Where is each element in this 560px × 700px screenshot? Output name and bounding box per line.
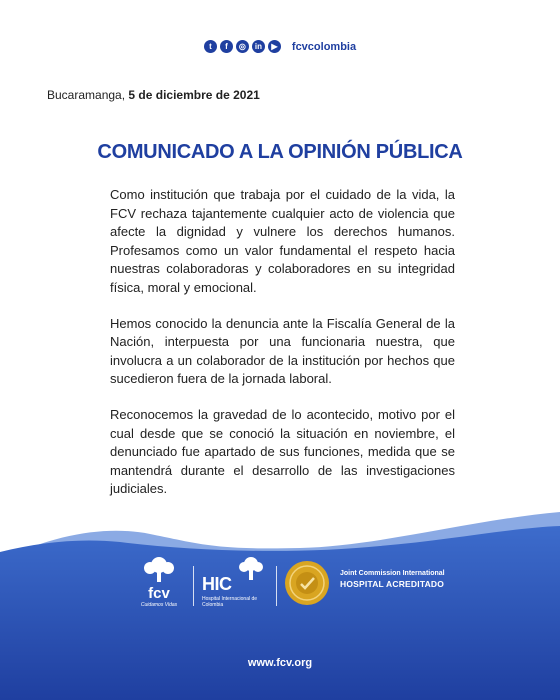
fcv-logo-tagline: Cuidamos Vidas: [140, 602, 178, 608]
jci-seal-icon: [284, 560, 330, 606]
accreditation-line1: Joint Commission International: [340, 570, 445, 577]
social-handle[interactable]: fcvcolombia: [291, 40, 357, 53]
hic-logo-subtitle: Hospital Internacional de Colombia: [202, 596, 258, 608]
social-bar: [0, 40, 560, 53]
fcv-logo: [133, 556, 185, 608]
hic-logo-word: HIC: [202, 574, 232, 594]
paragraph-3: Reconocemos la gravedad de lo acontecido, motivo por el cual desde que se conoció la situación en noviembre, el denunciado fue apartado de sus funciones, medida que se mantendrá durante el desarrollo de las investigaciones judiciales.: [110, 406, 455, 497]
dateline-date: 5 de diciembre de 2021: [128, 88, 260, 102]
twitter-icon[interactable]: t: [204, 40, 217, 53]
dateline-city: Bucaramanga,: [47, 88, 129, 102]
fcv-logo-word: fcv: [148, 585, 170, 602]
logo-divider: [276, 566, 277, 606]
footer-wave: [0, 512, 560, 700]
paragraph-2: Hemos conocido la denuncia ante la Fiscalía General de la Nación, interpuesta por una funcionaria nuestra, que involucra a un colaborador de la institución por hechos que sucedieron fuera de la jornada laboral.: [110, 315, 455, 387]
instagram-icon[interactable]: ◎: [236, 40, 249, 53]
paragraph-1: Como institución que trabaja por el cuidado de la vida, la FCV rechaza tajantemente cualquier acto de violencia que afecte la dignidad y vulnere los derechos humanos. Profesamos como un valor fundamental el respeto hacia nuestras colaboradoras y colaboradores en su integridad física, moral y emocional.: [110, 187, 455, 295]
youtube-icon[interactable]: ▶: [268, 40, 281, 53]
accreditation-text: [340, 570, 445, 589]
statement-body: [110, 186, 455, 516]
logo-divider: [193, 566, 194, 606]
tree-icon: [236, 556, 266, 580]
footer-band: [0, 512, 560, 700]
dateline: [47, 88, 260, 102]
tree-icon: [140, 556, 178, 582]
facebook-icon[interactable]: f: [220, 40, 233, 53]
linkedin-icon[interactable]: in: [252, 40, 265, 53]
website-link[interactable]: www.fcv.org: [247, 657, 313, 669]
page-title: COMUNICADO A LA OPINIÓN PÚBLICA: [97, 141, 463, 163]
accreditation-line2: HOSPITAL ACREDITADO: [340, 579, 445, 589]
